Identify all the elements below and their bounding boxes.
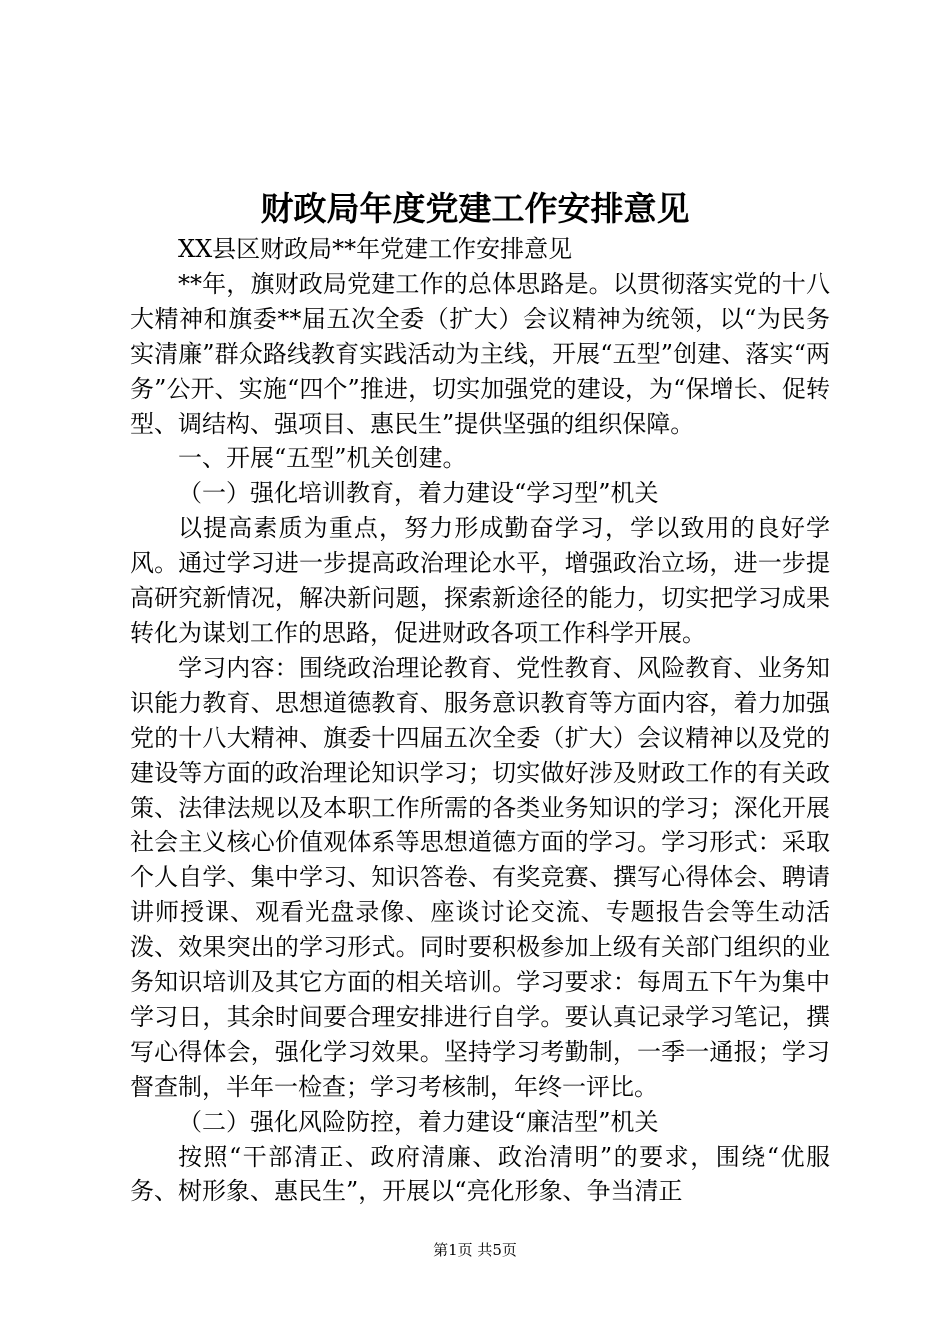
- paragraph-overview: **年，旗财政局党建工作的总体思路是。以贯彻落实党的十八大精神和旗委**届五次全委（扩大）会议精神为统领，以“为民务实清廉”群众路线教育实践活动为主线，开展“五型”创建、落实“两务”公开、实施“四个”推进，切实加强党的建设，为“保增长、促转型、调结构、强项目、惠民生”提供坚强的组织保障。: [130, 269, 830, 438]
- page-number-footer: 第1页 共5页: [433, 1241, 517, 1259]
- paragraph-risk-control: 按照“干部清正、政府清廉、政治清明”的要求，围绕“优服务、树形象、惠民生”，开展以“亮化形象、争当清正: [130, 1142, 830, 1206]
- paragraph-learning-content: 学习内容：围绕政治理论教育、党性教育、风险教育、业务知识能力教育、思想道德教育、服务意识教育等方面内容，着力加强党的十八大精神、旗委十四届五次全委（扩大）会议精神以及党的建设等方面的政治理论知识学习；切实做好涉及财政工作的有关政策、法律法规以及本职工作所需的各类业务知识的学习；深化开展社会主义核心价值观体系等思想道德方面的学习。学习形式：采取个人自学、集中学习、知识答卷、有奖竞赛、撰写心得体会、聘请讲师授课、观看光盘录像、座谈讨论交流、专题报告会等生动活泼、效果突出的学习形式。同时要积极参加上级有关部门组织的业务知识培训及其它方面的相关培训。学习要求：每周五下午为集中学习日，其余时间要合理安排进行自学。要认真记录学习笔记，撰写心得体会，强化学习效果。坚持学习考勤制，一季一通报；学习督查制，半年一检查；学习考核制，年终一评比。: [130, 653, 830, 1101]
- document-title: 财政局年度党建工作安排意见: [260, 189, 690, 228]
- section-heading-1: 一、开展“五型”机关创建。: [178, 444, 467, 473]
- document-body: [130, 232, 830, 1209]
- paragraph-learning-goal: 以提高素质为重点，努力形成勤奋学习，学以致用的良好学风。通过学习进一步提高政治理论水平，增强政治立场，进一步提高研究新情况，解决新问题，探索新途径的能力，切实把学习成果转化为谋划工作的思路，促进财政各项工作科学开展。: [130, 514, 830, 647]
- paragraph-subtitle: XX县区财政局**年党建工作安排意见: [178, 235, 573, 263]
- subsection-heading-1: （一）强化培训教育，着力建设“学习型”机关: [178, 479, 659, 508]
- subsection-heading-2: （二）强化风险防控，着力建设“廉洁型”机关: [178, 1107, 659, 1136]
